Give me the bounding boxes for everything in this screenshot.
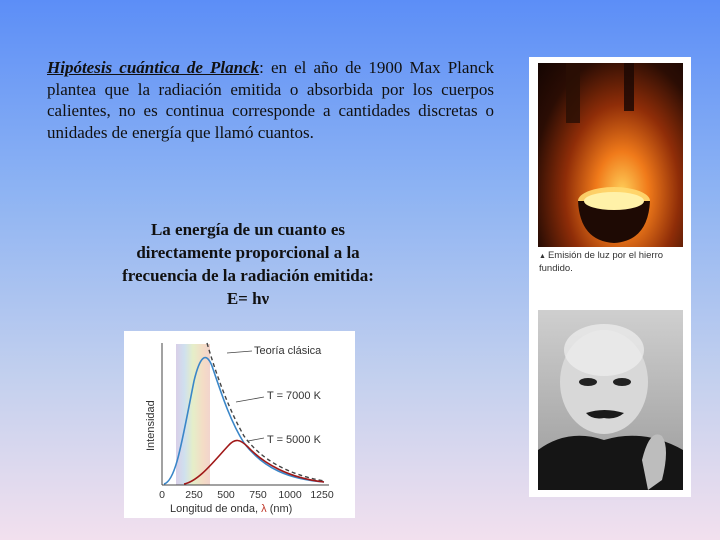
classic-label-leader [227,351,252,353]
graph-x-label: Longitud de onda, λ (nm) [170,503,293,515]
x-tick-500: 500 [217,489,235,501]
hypothesis-colon: : [259,58,264,77]
max-planck-portrait [538,310,683,490]
energy-formula: E= hν [226,289,270,308]
statement-line-3: frecuencia de la radiación emitida: [122,266,374,285]
molten-iron-photo [538,63,683,247]
photo-caption [539,250,679,275]
intro-paragraph [47,57,494,143]
x-tick-750: 750 [249,489,267,501]
hypothesis-term: Hipótesis cuántica de Planck [47,58,260,77]
label-t5000: T = 5000 K [267,434,321,446]
caption-marker: ▲ [539,253,546,260]
x-tick-250: 250 [185,489,203,501]
statement-line-2: directamente proporcional a la [136,243,360,262]
t5000-label-leader [248,438,264,441]
blackbody-graph [124,331,355,518]
energy-statement [92,218,404,310]
visible-spectrum-band [176,344,210,485]
label-t7000: T = 7000 K [267,390,321,402]
graph-y-label: Intensidad [145,400,157,451]
x-tick-1000: 1000 [278,489,302,501]
caption-text: Emisión de luz por el hierro fundido. [539,250,664,274]
classic-theory-curve [207,343,324,481]
photo-panel [529,57,691,497]
t7000-label-leader [236,397,264,402]
statement-line-1: La energía de un cuanto es [150,220,346,239]
x-tick-0: 0 [159,489,165,501]
intro-text: en el año de 1900 Max Planck plantea que la radiación emitida o absorbida por los cuerpos calientes, no es continua corresponde a cantidades discretas o unidades de energía que llamó cuantos. [47,58,494,142]
x-tick-1250: 1250 [310,489,334,501]
label-classic-theory: Teoría clásica [254,345,322,357]
